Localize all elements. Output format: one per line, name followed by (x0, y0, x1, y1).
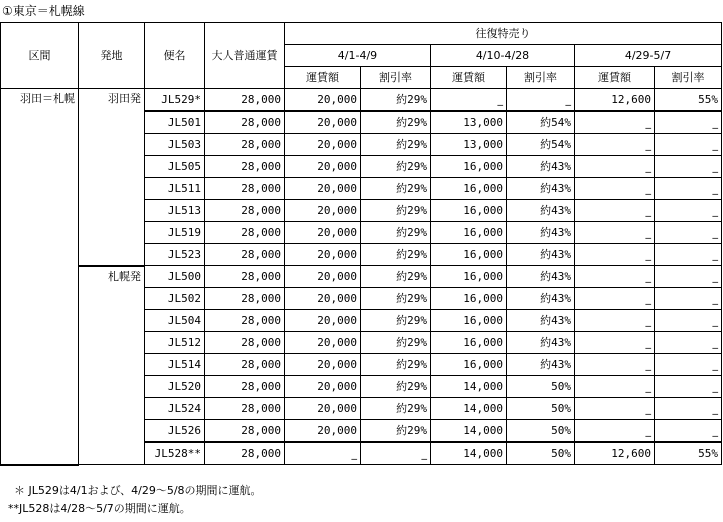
period1-fare-cell: 20,000 (285, 266, 361, 288)
origin-cell: 札幌発 (79, 266, 145, 465)
period2-rate-cell: 約43% (507, 288, 575, 310)
adult-fare-cell: 28,000 (205, 332, 285, 354)
adult-fare-cell: 28,000 (205, 288, 285, 310)
period2-rate-cell: 50% (507, 442, 575, 465)
period2-fare-cell: 16,000 (431, 244, 507, 266)
period3-fare-cell: _ (575, 156, 655, 178)
header-fare-amount: 運賃額 (431, 67, 507, 89)
period1-fare-cell: 20,000 (285, 178, 361, 200)
period1-rate-cell: _ (361, 442, 431, 465)
period2-fare-cell: 16,000 (431, 156, 507, 178)
origin-cell: 羽田発 (79, 89, 145, 266)
flight-cell: JL526 (145, 420, 205, 443)
period3-fare-cell: _ (575, 354, 655, 376)
period3-rate-cell: _ (655, 398, 722, 420)
flight-cell: JL529* (145, 89, 205, 112)
period1-fare-cell: 20,000 (285, 376, 361, 398)
period2-rate-cell: 50% (507, 376, 575, 398)
period1-rate-cell: 約29% (361, 332, 431, 354)
period3-rate-cell: _ (655, 266, 722, 288)
period3-fare-cell: _ (575, 111, 655, 134)
flight-cell: JL502 (145, 288, 205, 310)
period2-rate-cell: 約43% (507, 156, 575, 178)
period3-fare-cell: _ (575, 420, 655, 443)
adult-fare-cell: 28,000 (205, 178, 285, 200)
adult-fare-cell: 28,000 (205, 156, 285, 178)
period2-fare-cell: 16,000 (431, 310, 507, 332)
period2-fare-cell: 16,000 (431, 178, 507, 200)
period1-fare-cell: 20,000 (285, 398, 361, 420)
header-discount-rate: 割引率 (655, 67, 722, 89)
table-row (1, 89, 722, 112)
period2-rate-cell: 約43% (507, 244, 575, 266)
period3-rate-cell: _ (655, 354, 722, 376)
period1-fare-cell: 20,000 (285, 332, 361, 354)
period2-fare-cell: 14,000 (431, 398, 507, 420)
period3-fare-cell: _ (575, 200, 655, 222)
period3-rate-cell: _ (655, 244, 722, 266)
flight-cell: JL501 (145, 111, 205, 134)
period1-fare-cell: 20,000 (285, 354, 361, 376)
period1-fare-cell: 20,000 (285, 89, 361, 112)
period1-rate-cell: 約29% (361, 222, 431, 244)
header-discount-rate: 割引率 (361, 67, 431, 89)
period2-fare-cell: 14,000 (431, 442, 507, 465)
header-flight: 便名 (145, 23, 205, 89)
header-period-3: 4/29-5/7 (575, 45, 722, 67)
flight-cell: JL514 (145, 354, 205, 376)
period3-rate-cell: _ (655, 310, 722, 332)
period2-rate-cell: 約43% (507, 178, 575, 200)
adult-fare-cell: 28,000 (205, 222, 285, 244)
period1-fare-cell: 20,000 (285, 310, 361, 332)
header-fare-amount: 運賃額 (575, 67, 655, 89)
period2-fare-cell: 13,000 (431, 134, 507, 156)
header-round-trip: 往復特売り (285, 23, 722, 45)
adult-fare-cell: 28,000 (205, 244, 285, 266)
period1-rate-cell: 約29% (361, 89, 431, 112)
period3-fare-cell: _ (575, 222, 655, 244)
page-title: ①東京＝札幌線 (2, 4, 85, 18)
period2-fare-cell: _ (431, 89, 507, 112)
period3-rate-cell: _ (655, 222, 722, 244)
fare-table (0, 22, 722, 466)
flight-cell: JL511 (145, 178, 205, 200)
period1-fare-cell: 20,000 (285, 134, 361, 156)
period1-rate-cell: 約29% (361, 244, 431, 266)
period1-fare-cell: 20,000 (285, 420, 361, 443)
period3-rate-cell: 55% (655, 89, 722, 112)
period2-fare-cell: 16,000 (431, 266, 507, 288)
adult-fare-cell: 28,000 (205, 354, 285, 376)
period2-rate-cell: 約43% (507, 200, 575, 222)
adult-fare-cell: 28,000 (205, 111, 285, 134)
adult-fare-cell: 28,000 (205, 134, 285, 156)
period1-fare-cell: 20,000 (285, 222, 361, 244)
header-adult-fare: 大人普通運賃 (205, 23, 285, 89)
period1-rate-cell: 約29% (361, 156, 431, 178)
adult-fare-cell: 28,000 (205, 398, 285, 420)
period3-fare-cell: 12,600 (575, 89, 655, 112)
period3-rate-cell: _ (655, 156, 722, 178)
period1-rate-cell: 約29% (361, 398, 431, 420)
period2-rate-cell: 約43% (507, 310, 575, 332)
period2-fare-cell: 16,000 (431, 354, 507, 376)
period2-rate-cell: _ (507, 89, 575, 112)
period1-rate-cell: 約29% (361, 354, 431, 376)
period3-fare-cell: _ (575, 376, 655, 398)
period1-rate-cell: 約29% (361, 134, 431, 156)
period3-fare-cell: _ (575, 398, 655, 420)
period3-rate-cell: _ (655, 111, 722, 134)
period2-rate-cell: 約43% (507, 332, 575, 354)
period3-fare-cell: _ (575, 332, 655, 354)
period1-rate-cell: 約29% (361, 376, 431, 398)
footnote: **JL528は4/28～5/7の期間に運航。 (8, 502, 191, 515)
period2-rate-cell: 約54% (507, 134, 575, 156)
period1-fare-cell: 20,000 (285, 111, 361, 134)
section-cell: 羽田＝札幌 (1, 89, 79, 465)
flight-cell: JL505 (145, 156, 205, 178)
period3-fare-cell: 12,600 (575, 442, 655, 465)
header-origin: 発地 (79, 23, 145, 89)
flight-cell: JL513 (145, 200, 205, 222)
period1-fare-cell: _ (285, 442, 361, 465)
period3-fare-cell: _ (575, 244, 655, 266)
period3-rate-cell: _ (655, 420, 722, 443)
header-period-2: 4/10-4/28 (431, 45, 575, 67)
period2-fare-cell: 13,000 (431, 111, 507, 134)
header-section: 区間 (1, 23, 79, 89)
period2-rate-cell: 50% (507, 420, 575, 443)
table-row (1, 266, 722, 288)
period3-fare-cell: _ (575, 134, 655, 156)
period2-fare-cell: 16,000 (431, 222, 507, 244)
adult-fare-cell: 28,000 (205, 442, 285, 465)
period3-rate-cell: _ (655, 200, 722, 222)
period2-rate-cell: 約54% (507, 111, 575, 134)
flight-cell: JL528** (145, 442, 205, 465)
period1-rate-cell: 約29% (361, 310, 431, 332)
period3-fare-cell: _ (575, 288, 655, 310)
period1-fare-cell: 20,000 (285, 244, 361, 266)
adult-fare-cell: 28,000 (205, 376, 285, 398)
period2-rate-cell: 約43% (507, 266, 575, 288)
adult-fare-cell: 28,000 (205, 310, 285, 332)
adult-fare-cell: 28,000 (205, 420, 285, 443)
adult-fare-cell: 28,000 (205, 200, 285, 222)
flight-cell: JL503 (145, 134, 205, 156)
adult-fare-cell: 28,000 (205, 89, 285, 112)
period2-rate-cell: 50% (507, 398, 575, 420)
period3-rate-cell: _ (655, 178, 722, 200)
header-period-1: 4/1-4/9 (285, 45, 431, 67)
fare-table-body (1, 89, 722, 465)
period1-rate-cell: 約29% (361, 266, 431, 288)
adult-fare-cell: 28,000 (205, 266, 285, 288)
period3-rate-cell: _ (655, 332, 722, 354)
header-discount-rate: 割引率 (507, 67, 575, 89)
flight-cell: JL500 (145, 266, 205, 288)
flight-cell: JL504 (145, 310, 205, 332)
period1-rate-cell: 約29% (361, 111, 431, 134)
period1-rate-cell: 約29% (361, 420, 431, 443)
period3-rate-cell: 55% (655, 442, 722, 465)
period3-rate-cell: _ (655, 376, 722, 398)
period2-fare-cell: 14,000 (431, 420, 507, 443)
flight-cell: JL523 (145, 244, 205, 266)
period2-fare-cell: 14,000 (431, 376, 507, 398)
period1-fare-cell: 20,000 (285, 200, 361, 222)
period3-fare-cell: _ (575, 310, 655, 332)
flight-cell: JL512 (145, 332, 205, 354)
period1-fare-cell: 20,000 (285, 156, 361, 178)
footnote: ＊ JL529は4/1および、4/29～5/8の期間に運航。 (14, 484, 262, 497)
period3-rate-cell: _ (655, 288, 722, 310)
period2-rate-cell: 約43% (507, 354, 575, 376)
period3-fare-cell: _ (575, 266, 655, 288)
flight-cell: JL520 (145, 376, 205, 398)
flight-cell: JL524 (145, 398, 205, 420)
header-fare-amount: 運賃額 (285, 67, 361, 89)
period1-rate-cell: 約29% (361, 288, 431, 310)
period3-rate-cell: _ (655, 134, 722, 156)
flight-cell: JL519 (145, 222, 205, 244)
period1-rate-cell: 約29% (361, 200, 431, 222)
period2-fare-cell: 16,000 (431, 200, 507, 222)
period1-rate-cell: 約29% (361, 178, 431, 200)
period3-fare-cell: _ (575, 178, 655, 200)
period2-fare-cell: 16,000 (431, 332, 507, 354)
period2-rate-cell: 約43% (507, 222, 575, 244)
period1-fare-cell: 20,000 (285, 288, 361, 310)
period2-fare-cell: 16,000 (431, 288, 507, 310)
